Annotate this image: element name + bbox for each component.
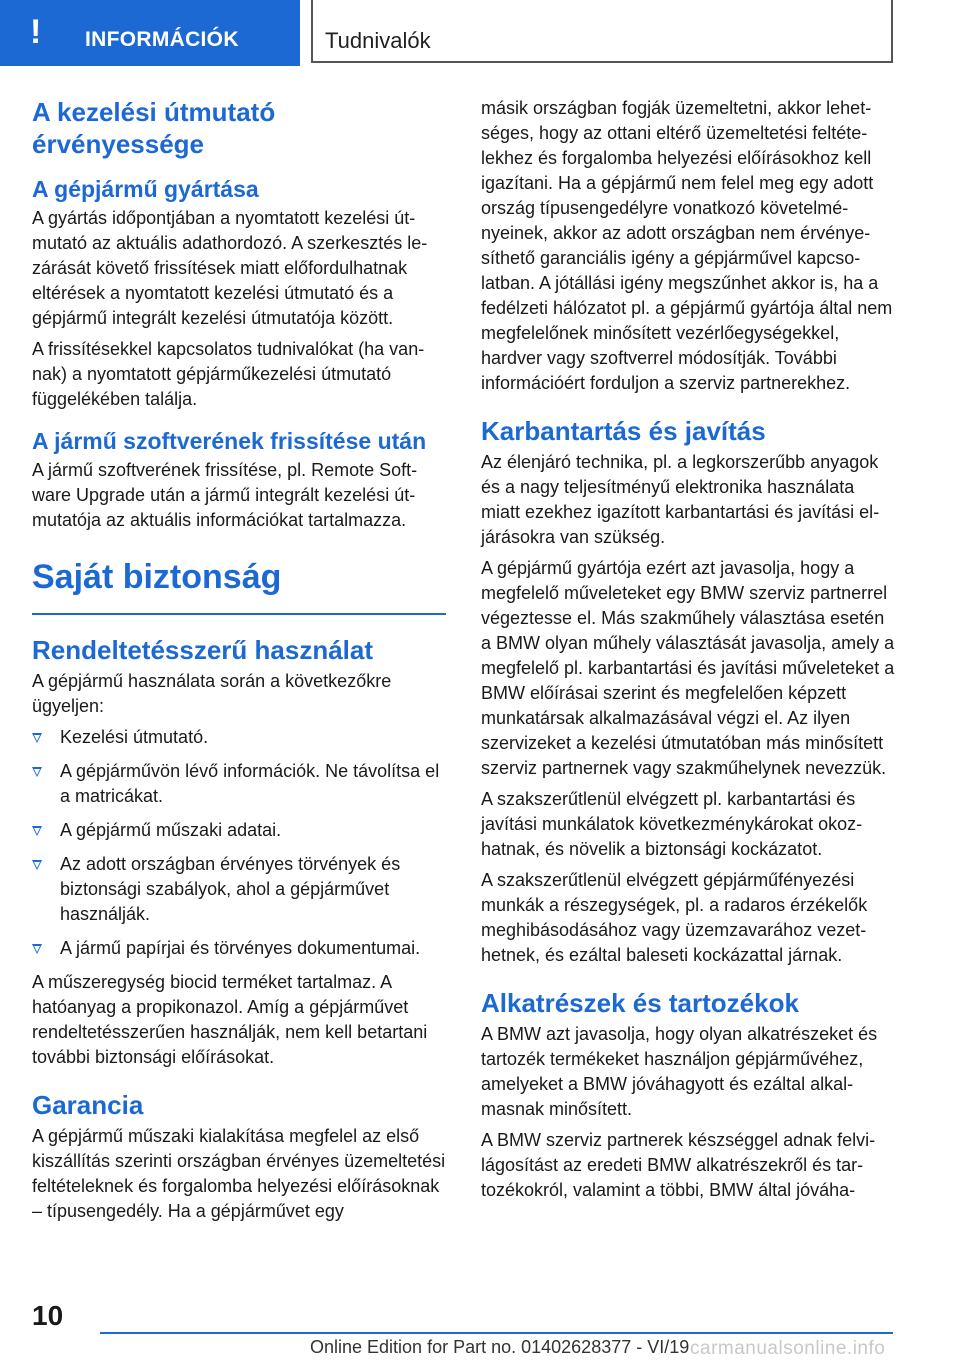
section-subtitle: Tudnivalók (325, 28, 431, 53)
bullet-list (32, 725, 448, 961)
paragraph: másik országban fogják üzemeltetni, akkor lehetséges, hogy az ottani eltérő üzemeltetési feltételekhez és forgalomba helyezési előírásokhoz kell igazítani. Ha a gépjármű nem felel meg egy adott ország típusengedélyre vonatkozó követelményeinek, akkor az adott országban nem érvényesíthető garanciális igény a gépjárművel kapcsolatban. A jótállási igény megszűnhet akkor is, ha a fedélzeti hálózatot pl. a gépjármű gyártója által nem megfelelőnek minősített vezérlőegységekkel, hardver vagy szoftverrel módosítják. További információért forduljon a szerviz partnerekhez. (481, 98, 893, 393)
triangle-bullet-icon (32, 826, 42, 836)
list-item-text: A gépjárművön lévő információk. Ne távolítsa el a matricákat. (60, 761, 440, 806)
page-title-line2: érvényessége (32, 129, 205, 159)
paragraph: A frissítésekkel kapcsolatos tudnivalókat (ha vannak) a nyomtatott gépjárműkezelési útmutató függelékében találja. (32, 339, 425, 409)
heading-karbantartas: Karbantartás és javítás (481, 416, 766, 446)
chapter-title: Saját biztonság (32, 555, 446, 615)
exclamation-icon: ! (30, 13, 42, 51)
watermark: carmanualsonline.info (690, 1338, 886, 1359)
paragraph: Az élenjáró technika, pl. a legkorszerűbb anyagok és a nagy teljesítményű elektronika használata miatt ezekhez igazított karbantartási és javítási eljárásokra van szükség. (481, 452, 880, 547)
paragraph: A BMW azt javasolja, hogy olyan alkatrészeket és tartozék termékeket használjon gépjárművéhez, amelyeket a BMW jóváhagyott és ezáltal alkalmasnak minősített. (481, 1024, 878, 1119)
list-item-text: Az adott országban érvényes törvények és biztonsági szabályok, ahol a gépjárművet használják. (60, 854, 401, 924)
footer-divider (100, 1332, 893, 1334)
paragraph: A szakszerűtlenül elvégzett pl. karbantartási és javítási munkálatok következménykárokat okozhatnak, és növelik a biztonsági kockázatot. (481, 789, 863, 859)
list-item (32, 852, 448, 927)
list-item (32, 725, 448, 750)
heading-garancia: Garancia (32, 1090, 144, 1120)
heading-rendeltetes: Rendeltetésszerű használat (32, 635, 374, 665)
heading-szoftver: A jármű szoftverének frissítése után (32, 428, 427, 454)
paragraph: A szakszerűtlenül elvégzett gépjárműfényezési munkák a részegységek, pl. a radaros érzékelők meghibásodásához vagy üzemzavarához vezethetnek, és ezáltal baleseti kockázattal járnak. (481, 870, 868, 965)
triangle-bullet-icon (32, 944, 42, 954)
list-item-text: A gépjármű műszaki adatai. (60, 820, 282, 840)
list-item (32, 818, 448, 843)
page-number: 10 (32, 1300, 64, 1331)
triangle-bullet-icon (32, 733, 42, 743)
section-tab-label: INFORMÁCIÓK (85, 28, 239, 51)
heading-gyartas: A gépjármű gyártása (32, 176, 259, 202)
paragraph: A gépjármű használata során a következőkre ügyeljen: (32, 671, 392, 716)
list-item (32, 936, 448, 961)
right-column (481, 96, 897, 1209)
list-item (32, 759, 448, 809)
paragraph: A jármű szoftverének frissítése, pl. Remote Software Upgrade után a jármű integrált kezelési útmutatója az aktuális információkat tartalmazza. (32, 460, 418, 530)
section-tab (0, 0, 300, 66)
triangle-bullet-icon (32, 767, 42, 777)
paragraph: A gépjármű műszaki kialakítása megfelel az első kiszállítás szerinti országban érvényes üzemeltetési feltételeknek és forgalomba helyezési előírásoknak – típusengedély. Ha a gépjárművet egy (32, 1126, 446, 1221)
triangle-bullet-icon (32, 860, 42, 870)
paragraph: A BMW szerviz partnerek készséggel adnak felvilágosítást az eredeti BMW alkatrészekről és tartozékokról, valamint a többi, BMW által jóváha- (481, 1130, 876, 1200)
list-item-text: Kezelési útmutató. (60, 727, 209, 747)
page-title (32, 96, 448, 160)
paragraph: A gépjármű gyártója ezért azt javasolja, hogy a megfelelő műveleteket egy BMW szerviz partnerrel végeztesse el. Más szakműhely választása esetén a BMW olyan műhely választását javasolja, amely a megfelelő pl. karbantartási és javítási műveleteket a BMW előírásai szerint és megfelelően képzett munkatársak alkalmazásával végzi el. Az ilyen szervizeket a kezelési útmutatóban más minősített szerviz partnernek vagy szakműhelynek nevezzük. (481, 558, 895, 778)
paragraph: A gyártás időpontjában a nyomtatott kezelési útmutató az aktuális adathordozó. A szerkesztés lezárását követő frissítések miatt előfordulhatnak eltérések a nyomtatott kezelési útmutató és a gépjármű integrált kezelési útmutatója között. (32, 208, 428, 328)
edition-text: Online Edition for Part no. 01402628377 - VI/19 (310, 1337, 690, 1357)
page-title-line1: A kezelési útmutató (32, 97, 276, 127)
left-column (32, 96, 448, 1230)
paragraph: A műszeregység biocid terméket tartalmaz. A hatóanyag a propikonazol. Amíg a gépjárművet rendeltetésszerűen használják, nem kell betartani további biztonsági előírásokat. (32, 972, 428, 1067)
list-item-text: A jármű papírjai és törvényes dokumentumai. (60, 938, 421, 958)
page-header (0, 0, 960, 66)
heading-alkatreszek: Alkatrészek és tartozékok (481, 988, 799, 1018)
